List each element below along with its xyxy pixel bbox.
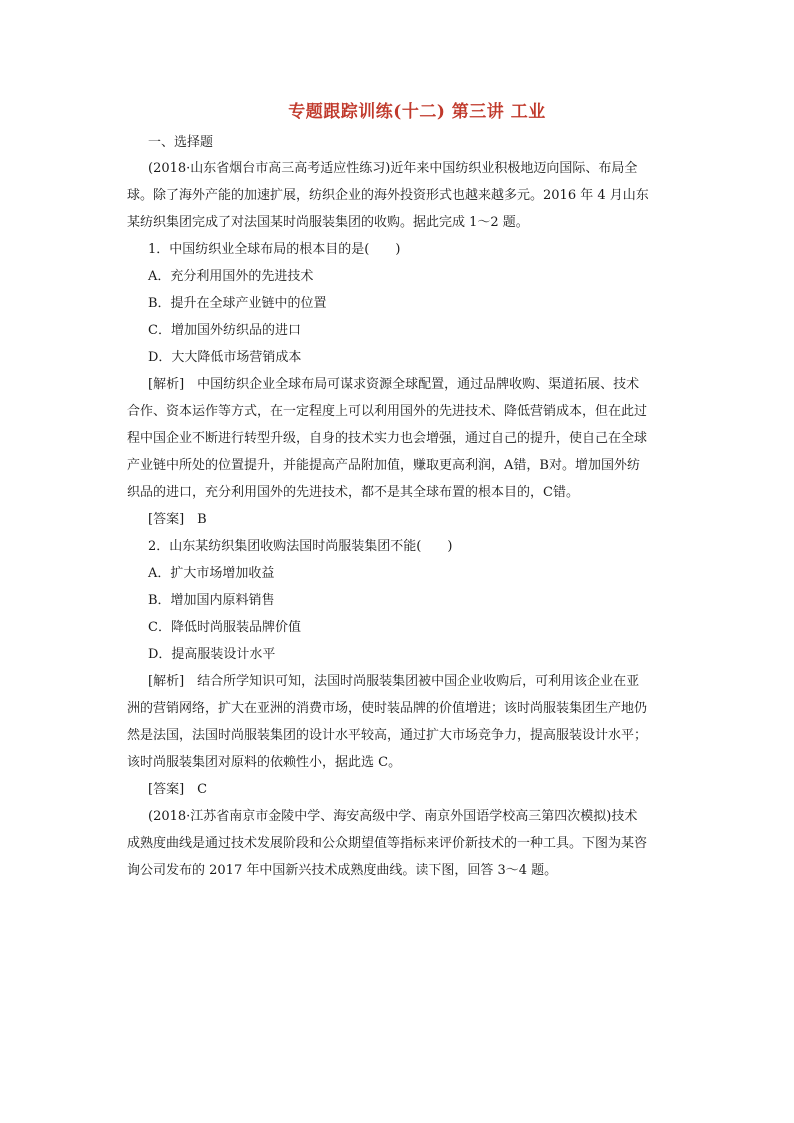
- option-b: B．提升在全球产业链中的位置: [148, 296, 327, 311]
- analysis-line: 产业链中所处的位置提升，并能提高产品附加值，赚取更高利润，A错，B对。增加国外纺: [127, 458, 640, 473]
- intro-line: 询公司发布的 2017 年中国新兴技术成熟度曲线。读下图，回答 3～4 题。: [127, 863, 558, 878]
- intro-line: 成熟度曲线是通过技术发展阶段和公众期望值等指标来评价新技术的一种工具。下图为某咨: [127, 836, 648, 851]
- page-title: 专题跟踪训练(十二) 第三讲 工业: [288, 102, 546, 122]
- analysis-line: 洲的营销网络，扩大在亚洲的消费市场，使时装品牌的价值增进；该时尚服装集团生产地仍: [127, 701, 648, 716]
- analysis-line: [解析] 中国纺织企业全球布局可谋求资源全球配置，通过品牌收购、渠道拓展、技术: [148, 377, 640, 392]
- question-stem: 2．山东某纺织集团收购法国时尚服装集团不能( ): [148, 539, 453, 554]
- option-c: C．增加国外纺织品的进口: [148, 323, 301, 338]
- option-c: C．降低时尚服装品牌价值: [148, 620, 301, 635]
- intro-line: 球。除了海外产能的加速扩展，纺织企业的海外投资形式也越来越多元。2016 年 4 月山东: [127, 188, 649, 203]
- intro-line: (2018·江苏省南京市金陵中学、海安高级中学、南京外国语学校高三第四次模拟)技术: [148, 809, 638, 824]
- question-stem: 1．中国纺织业全球布局的根本目的是( ): [148, 242, 401, 257]
- analysis-line: 合作、资本运作等方式，在一定程度上可以利用国外的先进技术、降低营销成本，但在此过: [127, 404, 648, 419]
- analysis-line: [解析] 结合所学知识可知，法国时尚服装集团被中国企业收购后，可利用该企业在亚: [148, 674, 640, 689]
- option-a: A．扩大市场增加收益: [148, 566, 275, 581]
- analysis-line: 然是法国，法国时尚服装集团的设计水平较高，通过扩大市场竞争力，提高服装设计水平；: [127, 728, 648, 743]
- intro-line: (2018·山东省烟台市高三高考适应性练习)近年来中国纺织业积极地迈向国际、布局全: [148, 161, 638, 176]
- analysis-line: 该时尚服装集团对原料的依赖性小，据此选 C。: [127, 755, 402, 770]
- intro-line: 某纺织集团完成了对法国某时尚服装集团的收购。据此完成 1～2 题。: [127, 215, 529, 230]
- option-b: B．增加国内原料销售: [148, 593, 275, 608]
- answer: [答案] B: [148, 512, 207, 527]
- answer: [答案] C: [148, 782, 208, 797]
- analysis-line: 程中国企业不断进行转型升级，自身的技术实力也会增强，通过自己的提升，使自己在全球: [127, 431, 648, 446]
- option-d: D．大大降低市场营销成本: [148, 350, 302, 365]
- section-heading: 一、选择题: [148, 135, 214, 150]
- option-d: D．提高服装设计水平: [148, 647, 276, 662]
- analysis-line: 织品的进口，充分利用国外的先进技术，都不是其全球布置的根本目的，C错。: [127, 485, 579, 500]
- option-a: A．充分利用国外的先进技术: [148, 269, 314, 284]
